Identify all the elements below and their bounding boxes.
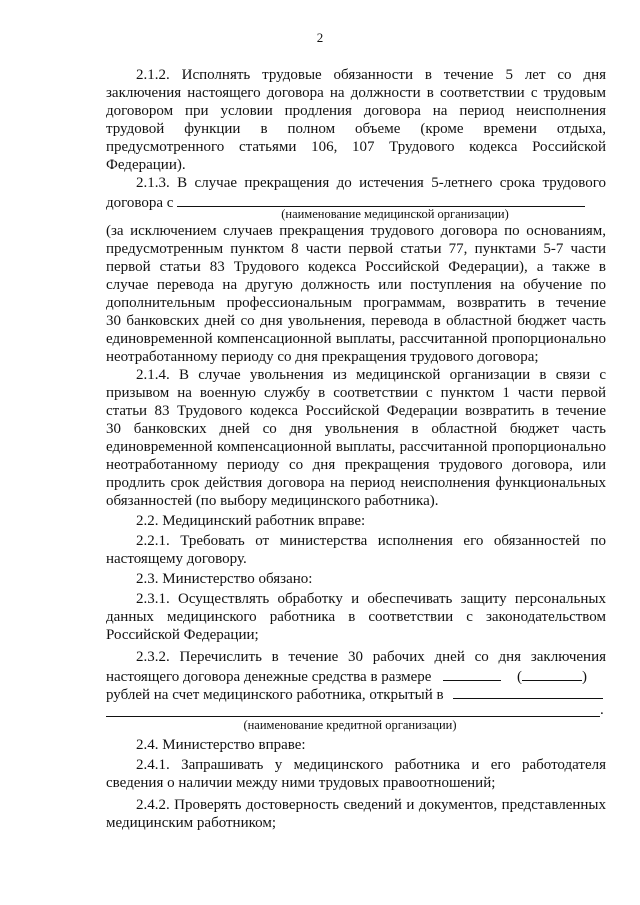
paragraph-line: 30 банковских дней со дня увольнения в областной бюджет часть — [106, 421, 606, 437]
paragraph-line: 2.2.1. Требовать от министерства исполнения его обязанностей по — [136, 533, 606, 549]
open-paren: ( — [516, 669, 522, 684]
paragraph-line: сведения о наличии между ними трудовых правоотношений; — [106, 775, 496, 791]
paragraph-line: предусмотренного статьями 106, 107 Трудового кодекса Российской — [106, 139, 606, 155]
paragraph-line: Российской Федерации; — [106, 627, 259, 643]
paragraph-line: единовременной компенсационной выплаты, рассчитанной пропорционально — [106, 331, 606, 347]
page-number: 2 — [316, 30, 324, 45]
paragraph-line: предусмотренным пунктом 8 части первой статьи 77, пунктами 5-7 части — [106, 241, 606, 257]
paragraph-line: медицинским работником; — [106, 815, 277, 831]
paragraph-line: единовременной компенсационной выплаты, рассчитанной пропорционально — [106, 439, 606, 455]
paragraph-line — [106, 666, 606, 684]
paragraph-line: данных медицинского работника в соответствии с законодательством — [106, 609, 606, 625]
paragraph-line: первой статьи 83 Трудового кодекса Российской Федерации), а также в — [106, 259, 606, 275]
paragraph-line: неотработанному периоду со дня прекращения трудового договора, или — [106, 457, 606, 473]
paragraph-line: 2.3.1. Осуществлять обработку и обеспечивать защиту персональных — [136, 591, 606, 607]
paragraph-line: дополнительным профессиональным программам, возвратить в течение — [106, 295, 606, 311]
paragraph-line: (за исключением случаев прекращения трудового договора по основаниям, — [106, 223, 606, 239]
paragraph-line: 2.4.1. Запрашивать у медицинского работника и его работодателя — [136, 757, 606, 773]
bank-blank — [453, 684, 603, 699]
medical-org-blank — [177, 192, 585, 207]
section-heading: 2.3. Министерство обязано: — [136, 571, 313, 587]
medical-org-caption: (наименование медицинской организации) — [281, 207, 509, 221]
amount-text: настоящего договора денежные средства в размере — [106, 669, 432, 684]
account-text: рублей на счет медицинского работника, открытый в — [106, 687, 444, 702]
paragraph-line: 2.1.3. В случае прекращения до истечения 5-летнего срока трудового — [136, 175, 606, 191]
close-paren: ) — [581, 669, 587, 684]
paragraph-line: 2.1.2. Исполнять трудовые обязанности в течение 5 лет со дня — [136, 67, 606, 83]
paragraph-line: договором при условии продления договора на период неисполнения — [106, 103, 606, 119]
amount-blank — [443, 666, 501, 681]
paragraph-line: обязанностей (по выбору медицинского работника). — [106, 493, 439, 509]
paragraph-line: неотработанному периоду со дня прекращения трудового договора; — [106, 349, 539, 365]
section-heading: 2.2. Медицинский работник вправе: — [136, 513, 366, 529]
paragraph-line: Федерации). — [106, 157, 186, 173]
paragraph-line — [106, 684, 606, 702]
amount-words-blank — [522, 666, 582, 681]
credit-org-line — [106, 716, 600, 717]
paragraph-line: статьи 83 Трудового кодекса Российской Федерации возвратить в течение — [106, 403, 606, 419]
section-heading: 2.4. Министерство вправе: — [136, 737, 306, 753]
paragraph-line: продлить срок действия договора на период неисполнения функциональных — [106, 475, 606, 491]
paragraph-line: заключения настоящего договора на должности в соответствии с трудовым — [106, 85, 606, 101]
paragraph-line: 30 банковских дней со дня увольнения, перевода в областной бюджет часть — [106, 313, 606, 329]
paragraph-line: настоящему договору. — [106, 551, 247, 567]
paragraph-line: 2.3.2. Перечислить в течение 30 рабочих дней со дня заключения — [136, 649, 606, 665]
contract-with-text: договора с — [106, 195, 174, 210]
credit-org-caption: (наименование кредитной организации) — [243, 718, 457, 732]
paragraph-line: случае перевода на другую должность или поступления на обучение по — [106, 277, 606, 293]
line-end-period: . — [600, 702, 604, 718]
paragraph-line: 2.4.2. Проверять достоверность сведений и документов, представленных — [136, 797, 606, 813]
paragraph-line: призывом на военную службу в соответствии с пунктом 1 части первой — [106, 385, 606, 401]
paragraph-line: 2.1.4. В случае увольнения из медицинской организации в связи с — [136, 367, 606, 383]
paragraph-line: трудовой функции в полном объеме (кроме времени отдыха, — [106, 121, 606, 137]
